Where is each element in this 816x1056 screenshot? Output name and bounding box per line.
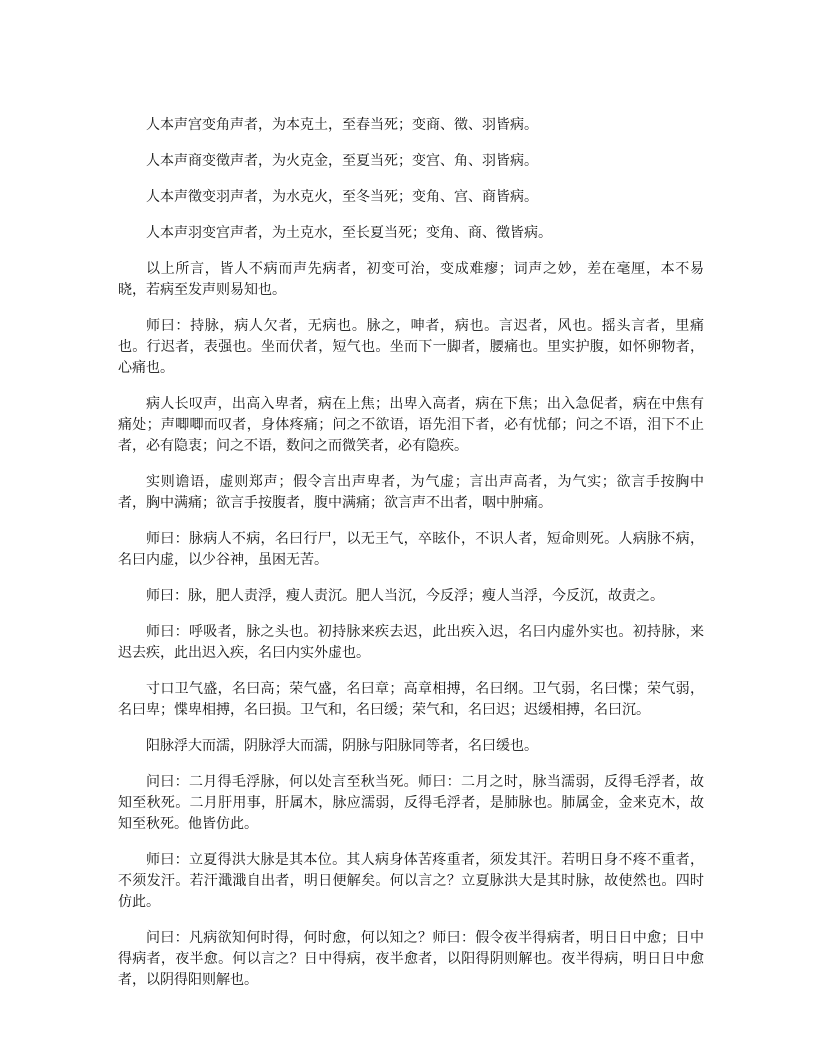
paragraph: 师曰：持脉，病人欠者，无病也。脉之，呻者，病也。言迟者，风也。摇头言者，里痛也。行迟者，表强也。坐而伏者，短气也。坐而下一脚者，腰痛也。里实护腹，如怀卵物者，心痛也。 <box>118 318 704 376</box>
paragraph: 以上所言，皆人不病而声先病者，初变可治，变成难瘳；词声之妙，差在毫厘，本不易晓，若病至发声则易知也。 <box>118 261 704 298</box>
paragraph: 实则谵语，虚则郑声；假令言出声卑者，为气虚；言出声高者，为气实；欲言手按胸中者，胸中满痛；欲言手按腹者，腹中满痛；欲言声不出者，咽中肿痛。 <box>118 474 704 511</box>
paragraph: 病人长叹声，出高入卑者，病在上焦；出卑入高者，病在下焦；出入急促者，病在中焦有痛处；声唧唧而叹者，身体疼痛；问之不欲语，语先泪下者，必有忧郁；问之不语，泪下不止者，必有隐衷；问之不语，数问之而微笑者，必有隐疾。 <box>118 396 704 454</box>
paragraph: 人本声宫变角声者，为本克土，至春当死；变商、徵、羽皆病。 <box>146 117 538 133</box>
paragraph: 问曰：二月得毛浮脉，何以处言至秋当死。师曰：二月之时，脉当濡弱，反得毛浮者，故知至秋死。二月肝用事，肝属木，脉应濡弱，反得毛浮者，是肺脉也。肺属金，金来克木，故知至秋死。他皆仿此。 <box>118 774 704 832</box>
paragraph: 人本声商变徵声者，为火克金，至夏当死；变宫、角、羽皆病。 <box>146 153 538 169</box>
paragraph: 阳脉浮大而濡，阴脉浮大而濡，阴脉与阳脉同等者，名曰缓也。 <box>146 738 538 754</box>
paragraph: 人本声徵变羽声者，为水克火，至冬当死；变角、宫、商皆病。 <box>146 189 538 205</box>
paragraph: 师曰：呼吸者，脉之头也。初持脉来疾去迟，此出疾入迟，名曰内虚外实也。初持脉，来迟去疾，此出迟入疾，名曰内实外虚也。 <box>118 624 704 661</box>
paragraph: 人本声羽变宫声者，为土克水，至长夏当死；变角、商、徵皆病。 <box>146 225 552 241</box>
paragraph: 问曰：凡病欲知何时得，何时愈，何以知之？师曰：假令夜半得病者，明日日中愈；日中得病者，夜半愈。何以言之？日中得病，夜半愈者，以阳得阴则解也。夜半得病，明日日中愈者，以阴得阳则解也。 <box>118 930 704 988</box>
paragraph: 寸口卫气盛，名曰高；荣气盛，名曰章；高章相搏，名曰纲。卫气弱，名曰惵；荣气弱，名曰卑；惵卑相搏，名曰损。卫气和，名曰缓；荣气和，名曰迟；迟缓相搏，名曰沉。 <box>118 681 704 718</box>
paragraph: 师曰：立夏得洪大脉是其本位。其人病身体苦疼重者，须发其汗。若明日身不疼不重者，不须发汗。若汗濈濈自出者，明日便解矣。何以言之？立夏脉洪大是其时脉，故使然也。四时仿此。 <box>118 852 704 910</box>
document-page <box>118 115 704 1006</box>
paragraph: 师曰：脉病人不病，名曰行尸，以无王气，卒眩仆，不识人者，短命则死。人病脉不病，名曰内虚，以少谷神，虽困无苦。 <box>118 531 704 568</box>
paragraph: 师曰：脉，肥人责浮，瘦人责沉。肥人当沉，今反浮；瘦人当浮，今反沉，故责之。 <box>146 588 664 604</box>
